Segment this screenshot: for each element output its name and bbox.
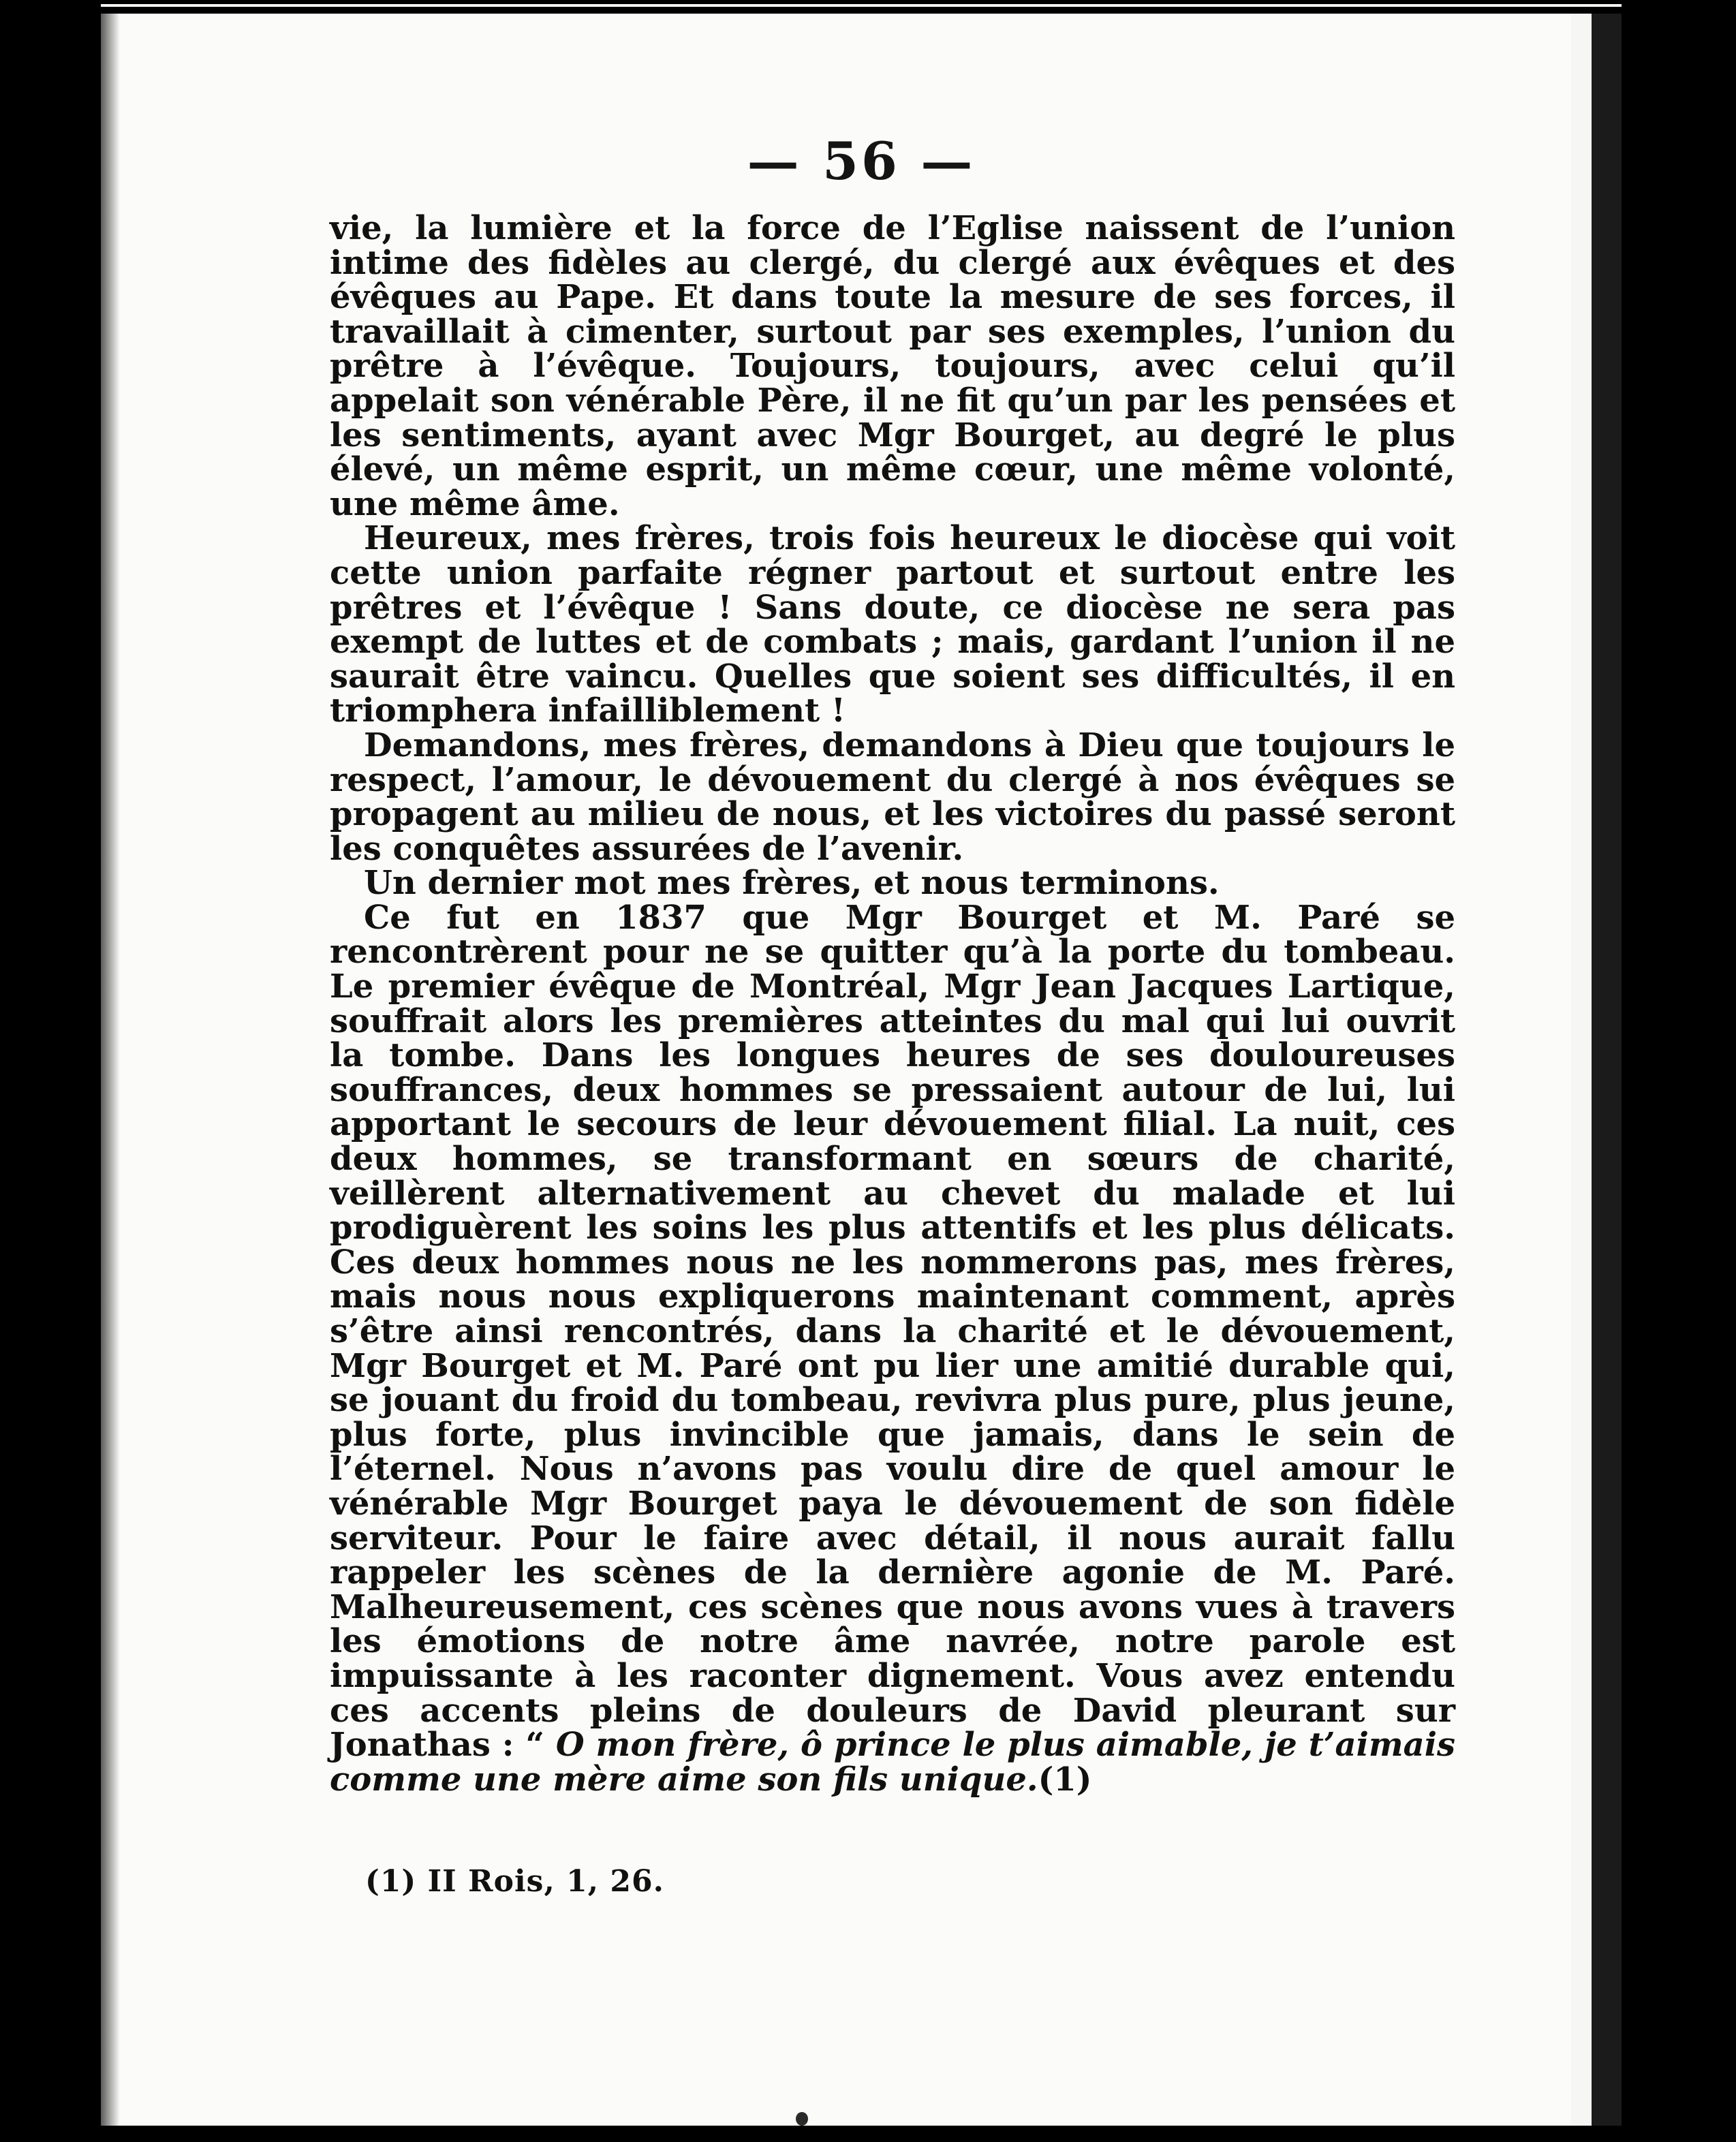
ink-fleck (796, 2112, 808, 2126)
footnote-reference: (1) (1038, 1760, 1092, 1799)
paragraph-text: Ce fut en 1837 que Mgr Bourget et M. Paré se rencontrèrent pour ne se quitter qu’à la porte du tombeau. Le premier évêque de Montréal, Mgr Jean Jacques Lartique, souffrait alors les premières atteintes du mal qui lui ouvrit la tombe. Dans les longues heures de ses douloureuses souffrances, deux hommes se pressaient autour de lui, lui apportant le secours de leur dévouement filial. La nuit, ces deux hommes, se transformant en sœurs de charité, veillèrent alternativement au chevet du malade et lui prodiguèrent les soins les plus attentifs et les plus délicats. Ces deux hommes nous ne les nommerons pas, mes frères, mais nous nous expliquerons maintenant comment, après s’être ainsi rencontrés, dans la charité et le dévouement, Mgr Bourget et M. Paré ont pu lier une amitié durable qui, se jouant du froid du tombeau, revivra plus pure, plus jeune, plus forte, plus invincible que jamais, dans le sein de l’éternel. Nous n’avons pas voulu dire de quel amour le vénérable Mgr Bourget paya le dévouement de son fidèle serviteur. Pour le faire avec détail, il nous aurait fallu rappeler les scènes de la dernière agonie de M. Paré. Malheureusement, ces scènes que nous avons vues à travers les émotions de notre âme navrée, notre parole est impuissante à les raconter dignement. Vous avez entendu ces accents pleins de douleurs de David pleurant sur Jonathas : “ (330, 898, 1455, 1765)
body-text (330, 211, 1455, 1797)
paragraph: Demandons, mes frères, demandons à Dieu que toujours le respect, l’amour, le dévouement du clergé à nos évêques se propagent au milieu de nous, et les victoires du passé seront les conquêtes assurées de l’avenir. (330, 726, 1455, 868)
scan-border-top (101, 4, 1622, 7)
biblical-quote: O mon frère, ô prince le plus aimable, je t’aimais comme une mère aime son fils unique. (330, 1726, 1455, 1799)
book-page (101, 14, 1622, 2126)
paragraph: Heureux, mes frères, trois fois heureux le diocèse qui voit cette union parfaite régner partout et surtout entre les prêtres et l’évêque ! Sans doute, ce diocèse ne sera pas exempt de luttes et de combats ; mais, gardant l’union il ne saurait être vaincu. Quelles que soient ses difficultés, il en triomphera infailliblement ! (330, 519, 1455, 730)
footnote: (1) II Rois, 1, 26. (365, 1864, 664, 1899)
scan-margin (1592, 14, 1622, 2126)
paragraph: Un dernier mot mes frères, et nous terminons. (364, 864, 1220, 903)
paragraph (330, 898, 1455, 1799)
paragraph: vie, la lumière et la force de l’Eglise naissent de l’union intime des fidèles au clergé, du clergé aux évêques et des évêques au Pape. Et dans toute la mesure de ses forces, il travaillait à cimenter, surtout par ses exemples, l’union du prêtre à l’évêque. Toujours, toujours, avec celui qu’il appelait son vénérable Père, il ne fit qu’un par les pensées et les sentiments, ayant avec Mgr Bourget, au degré le plus élevé, un même esprit, un même cœur, une même volonté, une même âme. (330, 209, 1455, 523)
page-binding-shadow (101, 14, 120, 2126)
page-number: — 56 — (747, 131, 976, 191)
